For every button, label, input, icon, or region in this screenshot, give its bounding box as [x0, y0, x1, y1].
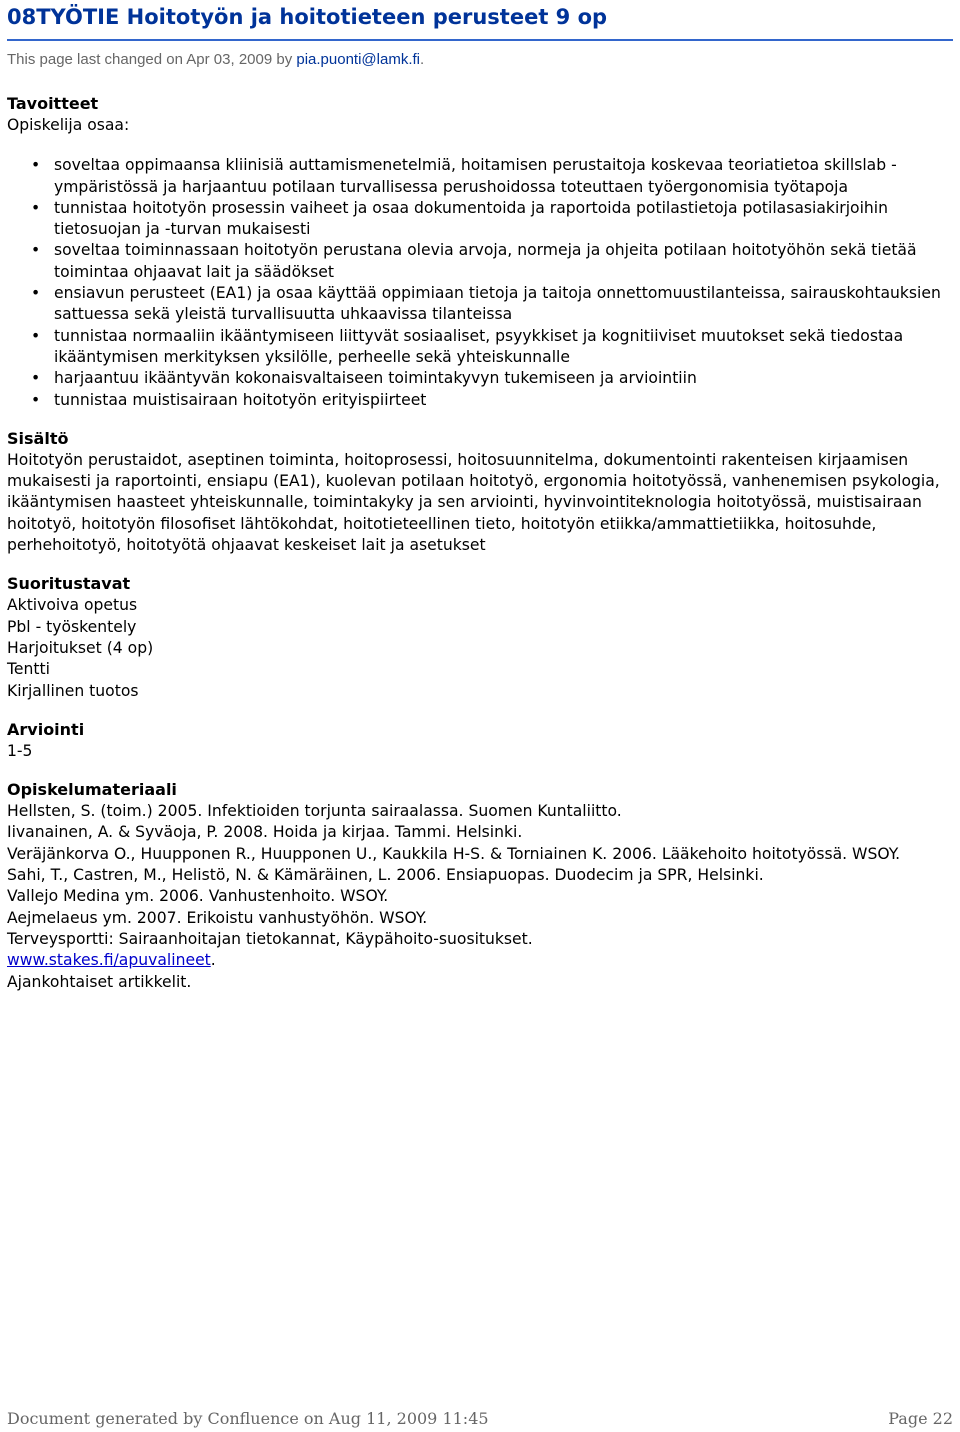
section-materiaali	[7, 779, 953, 993]
goals-list	[7, 155, 953, 411]
heading-materiaali: Opiskelumateriaali	[7, 780, 177, 800]
material-line: Hellsten, S. (toim.) 2005. Infektioiden torjunta sairaalassa. Suomen Kuntaliitto.	[7, 802, 622, 821]
bullet-icon: •	[31, 156, 41, 175]
material-line: Terveysportti: Sairaanhoitajan tietokannat, Käypähoito-suositukset.	[7, 929, 533, 948]
material-line: Veräjänkorva O., Huupponen R., Huupponen U., Kaukkila H-S. & Torniainen K. 2006. Lääkehoito hoitotyössä. WSOY.	[7, 844, 901, 863]
heading-tavoitteet: Tavoitteet	[7, 94, 99, 113]
heading-sisalto: Sisältö	[7, 428, 69, 448]
page-footer	[7, 1408, 953, 1430]
stakes-link[interactable]: www.stakes.fi/apuvalineet	[7, 951, 211, 970]
bullet-icon: •	[31, 390, 41, 409]
suoritustapa-line: Aktivoiva opetus	[7, 596, 138, 615]
section-sisalto	[7, 428, 953, 556]
materiaali-link-line	[7, 950, 953, 971]
goal-item	[7, 368, 953, 389]
page-content	[7, 93, 953, 993]
suoritustapa-line: Harjoitukset (4 op)	[7, 638, 154, 657]
footer-generated: Document generated by Confluence on Aug 11, 2009 11:45	[7, 1409, 489, 1428]
bullet-icon: •	[31, 198, 41, 217]
materiaali-lines	[7, 801, 953, 950]
suoritustapa-line: Kirjallinen tuotos	[7, 681, 139, 700]
material-line: Aejmelaeus ym. 2007. Erikoistu vanhustyöhön. WSOY.	[7, 908, 428, 927]
goal-text: soveltaa oppimaansa kliinisiä auttamismenetelmiä, hoitamisen perustaitoja koskevaa teoriatietoa skillslab -ympäristössä ja harjaantuu potilaan turvallisessa perushoidossa toteuttaen työergonomisia työtapoja	[54, 156, 897, 196]
goal-text: tunnistaa hoitotyön prosessin vaiheet ja osaa dokumentoida ja raportoida potilastietoja potilasasiakirjoihin tietosuojan ja -turvan mukaisesti	[54, 198, 888, 239]
material-line: Sahi, T., Castren, M., Helistö, N. & Kämäräinen, L. 2006. Ensiapuopas. Duodecim ja SPR, Helsinki.	[7, 866, 764, 885]
bullet-icon: •	[31, 284, 41, 303]
tavoitteet-intro: Opiskelija osaa:	[7, 116, 130, 134]
goal-text: tunnistaa muistisairaan hoitotyön erityispiirteet	[54, 390, 427, 409]
suoritustapa-line: Pbl - työskentely	[7, 617, 137, 636]
section-tavoitteet	[7, 93, 953, 411]
suoritustapa-line: Tentti	[7, 660, 50, 679]
goal-text: harjaantuu ikääntyvän kokonaisvaltaiseen toimintakyvyn tukemiseen ja arviointiin	[54, 369, 697, 388]
last-changed-line	[7, 49, 953, 71]
last-changed-text: This page last changed on Apr 03, 2009 by	[7, 51, 297, 68]
goal-item	[7, 390, 953, 411]
page-title: 08TYÖTIE Hoitotyön ja hoitotieteen perusteet 9 op	[7, 0, 953, 41]
document-page	[7, 0, 953, 993]
section-suoritustavat	[7, 573, 953, 701]
suoritustavat-lines	[7, 595, 953, 701]
arviointi-value: 1-5	[7, 741, 33, 760]
last-changed-suffix: .	[420, 51, 425, 68]
material-line: Vallejo Medina ym. 2006. Vanhustenhoito. WSOY.	[7, 887, 389, 906]
goal-text: soveltaa toiminnassaan hoitotyön perustana olevia arvoja, normeja ja ohjeita potilaan hoitotyöhön sekä tietää toimintaa ohjaavat lait ja säädökset	[54, 241, 917, 281]
goal-item	[7, 155, 953, 198]
goal-item	[7, 326, 953, 369]
heading-arviointi: Arviointi	[7, 719, 85, 739]
footer-page-number: Page 22	[888, 1409, 953, 1428]
sisalto-text: Hoitotyön perustaidot, aseptinen toiminta, hoitoprosessi, hoitosuunnitelma, dokumentointi rakenteisen kirjaamisen mukaisesti ja raportointi, ensiapu (EA1), kuolevan potilaan hoitotyö, ergonomia hoitotyössä, vanhenemisen psykologia, ikääntymisen haasteet yhteiskunnalle, toimintakyky ja sen arviointi, hyvinvointiteknologia hoitotyössä, muistisairaan hoitotyö, hoitotyön filosofiset lähtökohdat, hoitotieteellinen tieto, hoitotyön etiikka/ammattietiikka, hoitosuhde, perhehoitotyö, hoitotyötä ohjaavat keskeiset lait ja asetukset	[7, 450, 940, 555]
materiaali-last-line: Ajankohtaiset artikkelit.	[7, 972, 192, 991]
goal-item	[7, 240, 953, 283]
goal-item	[7, 283, 953, 326]
goal-text: tunnistaa normaaliin ikääntymiseen liittyvät sosiaaliset, psyykkiset ja kognitiiviset muutokset sekä tiedostaa ikääntymisen merkityksen yksilölle, perheelle sekä yhteiskunnalle	[54, 326, 904, 366]
material-line: Iivanainen, A. & Syväoja, P. 2008. Hoida ja kirjaa. Tammi. Helsinki.	[7, 823, 523, 842]
goal-text: ensiavun perusteet (EA1) ja osaa käyttää oppimiaan tietoja ja taitoja onnettomuustilanteissa, sairauskohtauksien sattuessa sekä yleistä turvallisuutta uhkaavissa tilanteissa	[54, 284, 941, 324]
bullet-icon: •	[31, 369, 41, 388]
bullet-icon: •	[31, 326, 41, 345]
author-email-link[interactable]: pia.puonti@lamk.fi	[296, 51, 420, 68]
bullet-icon: •	[31, 241, 41, 260]
stakes-link-suffix: .	[210, 951, 216, 970]
section-arviointi	[7, 719, 953, 762]
heading-suoritustavat: Suoritustavat	[7, 574, 131, 594]
goal-item	[7, 198, 953, 241]
